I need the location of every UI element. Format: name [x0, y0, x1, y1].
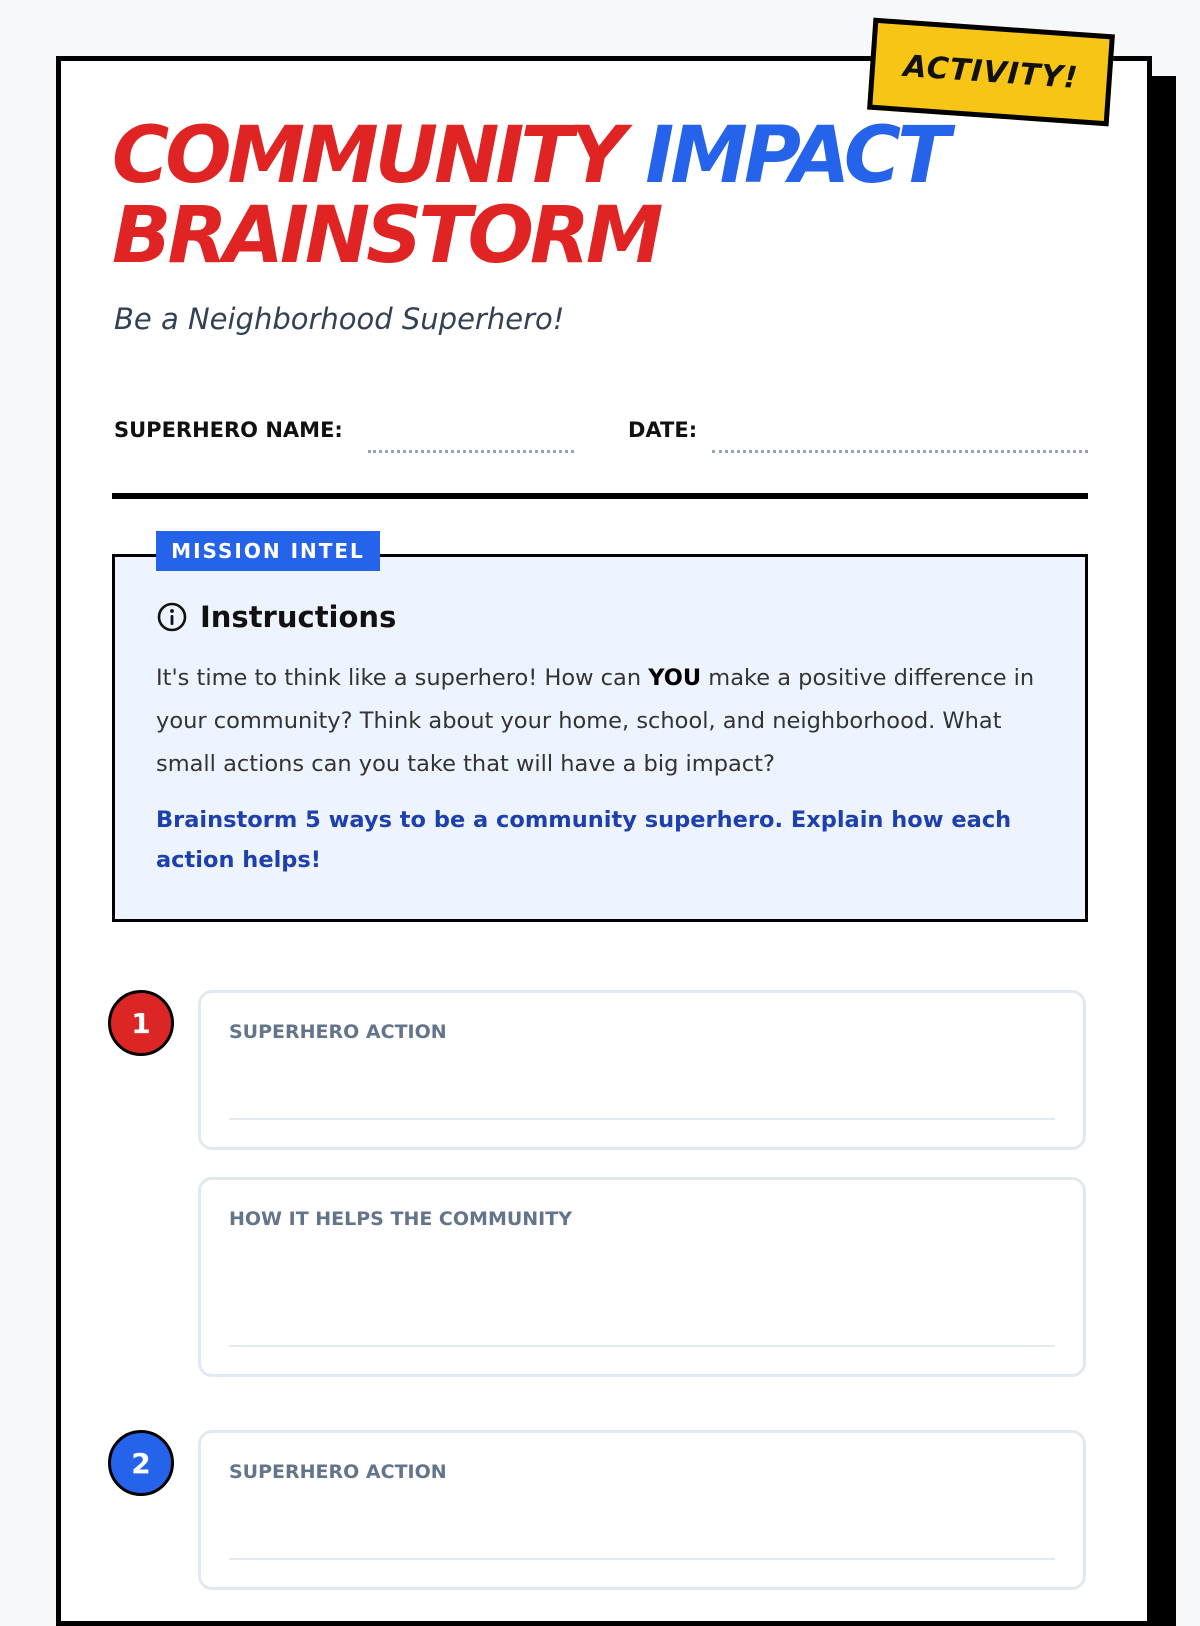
- info-circle-icon: [156, 601, 188, 633]
- superhero-action-card-2[interactable]: [198, 1430, 1086, 1590]
- superhero-name-field[interactable]: [368, 450, 574, 453]
- mission-intel-tag: MISSION INTEL: [156, 531, 380, 571]
- instructions-heading: [156, 600, 396, 634]
- instructions-title: Instructions: [200, 600, 397, 634]
- answer-line: [229, 1558, 1055, 1560]
- entry-number-badge-2: 2: [108, 1430, 174, 1496]
- date-label: DATE:: [628, 418, 698, 442]
- answer-line: [229, 1118, 1055, 1120]
- instructions-call-to-action: Brainstorm 5 ways to be a community superhero. Explain how each action helps!: [156, 807, 1012, 873]
- instructions-text: [156, 657, 1056, 786]
- instructions-emphasis: YOU: [648, 665, 702, 691]
- entry-number-badge-1: 1: [108, 990, 174, 1056]
- title-word-brainstorm: BRAINSTORM: [112, 191, 660, 281]
- activity-stamp: ACTIVITY!: [867, 18, 1115, 127]
- date-field[interactable]: [712, 450, 1088, 453]
- page-subtitle: Be a Neighborhood Superhero!: [114, 302, 565, 336]
- page-title: [112, 111, 1112, 281]
- header-divider: [112, 493, 1088, 499]
- title-word-impact: IMPACT: [645, 111, 947, 201]
- title-word-community: COMMUNITY: [112, 111, 623, 201]
- community-help-card-1[interactable]: [198, 1177, 1086, 1377]
- superhero-action-label: SUPERHERO ACTION: [229, 1021, 447, 1043]
- instructions-text-part1: It's time to think like a superhero! How can: [156, 665, 649, 691]
- superhero-name-label: SUPERHERO NAME:: [114, 418, 343, 442]
- community-help-label: HOW IT HELPS THE COMMUNITY: [229, 1208, 572, 1230]
- superhero-action-card-1[interactable]: [198, 990, 1086, 1150]
- superhero-action-label: SUPERHERO ACTION: [229, 1461, 447, 1483]
- instructions-text-part2: make a positive difference in your community? Think about your home, school, and neighborhood. What small actions can you take that will have a big impact?: [156, 665, 1035, 777]
- answer-line: [229, 1345, 1055, 1347]
